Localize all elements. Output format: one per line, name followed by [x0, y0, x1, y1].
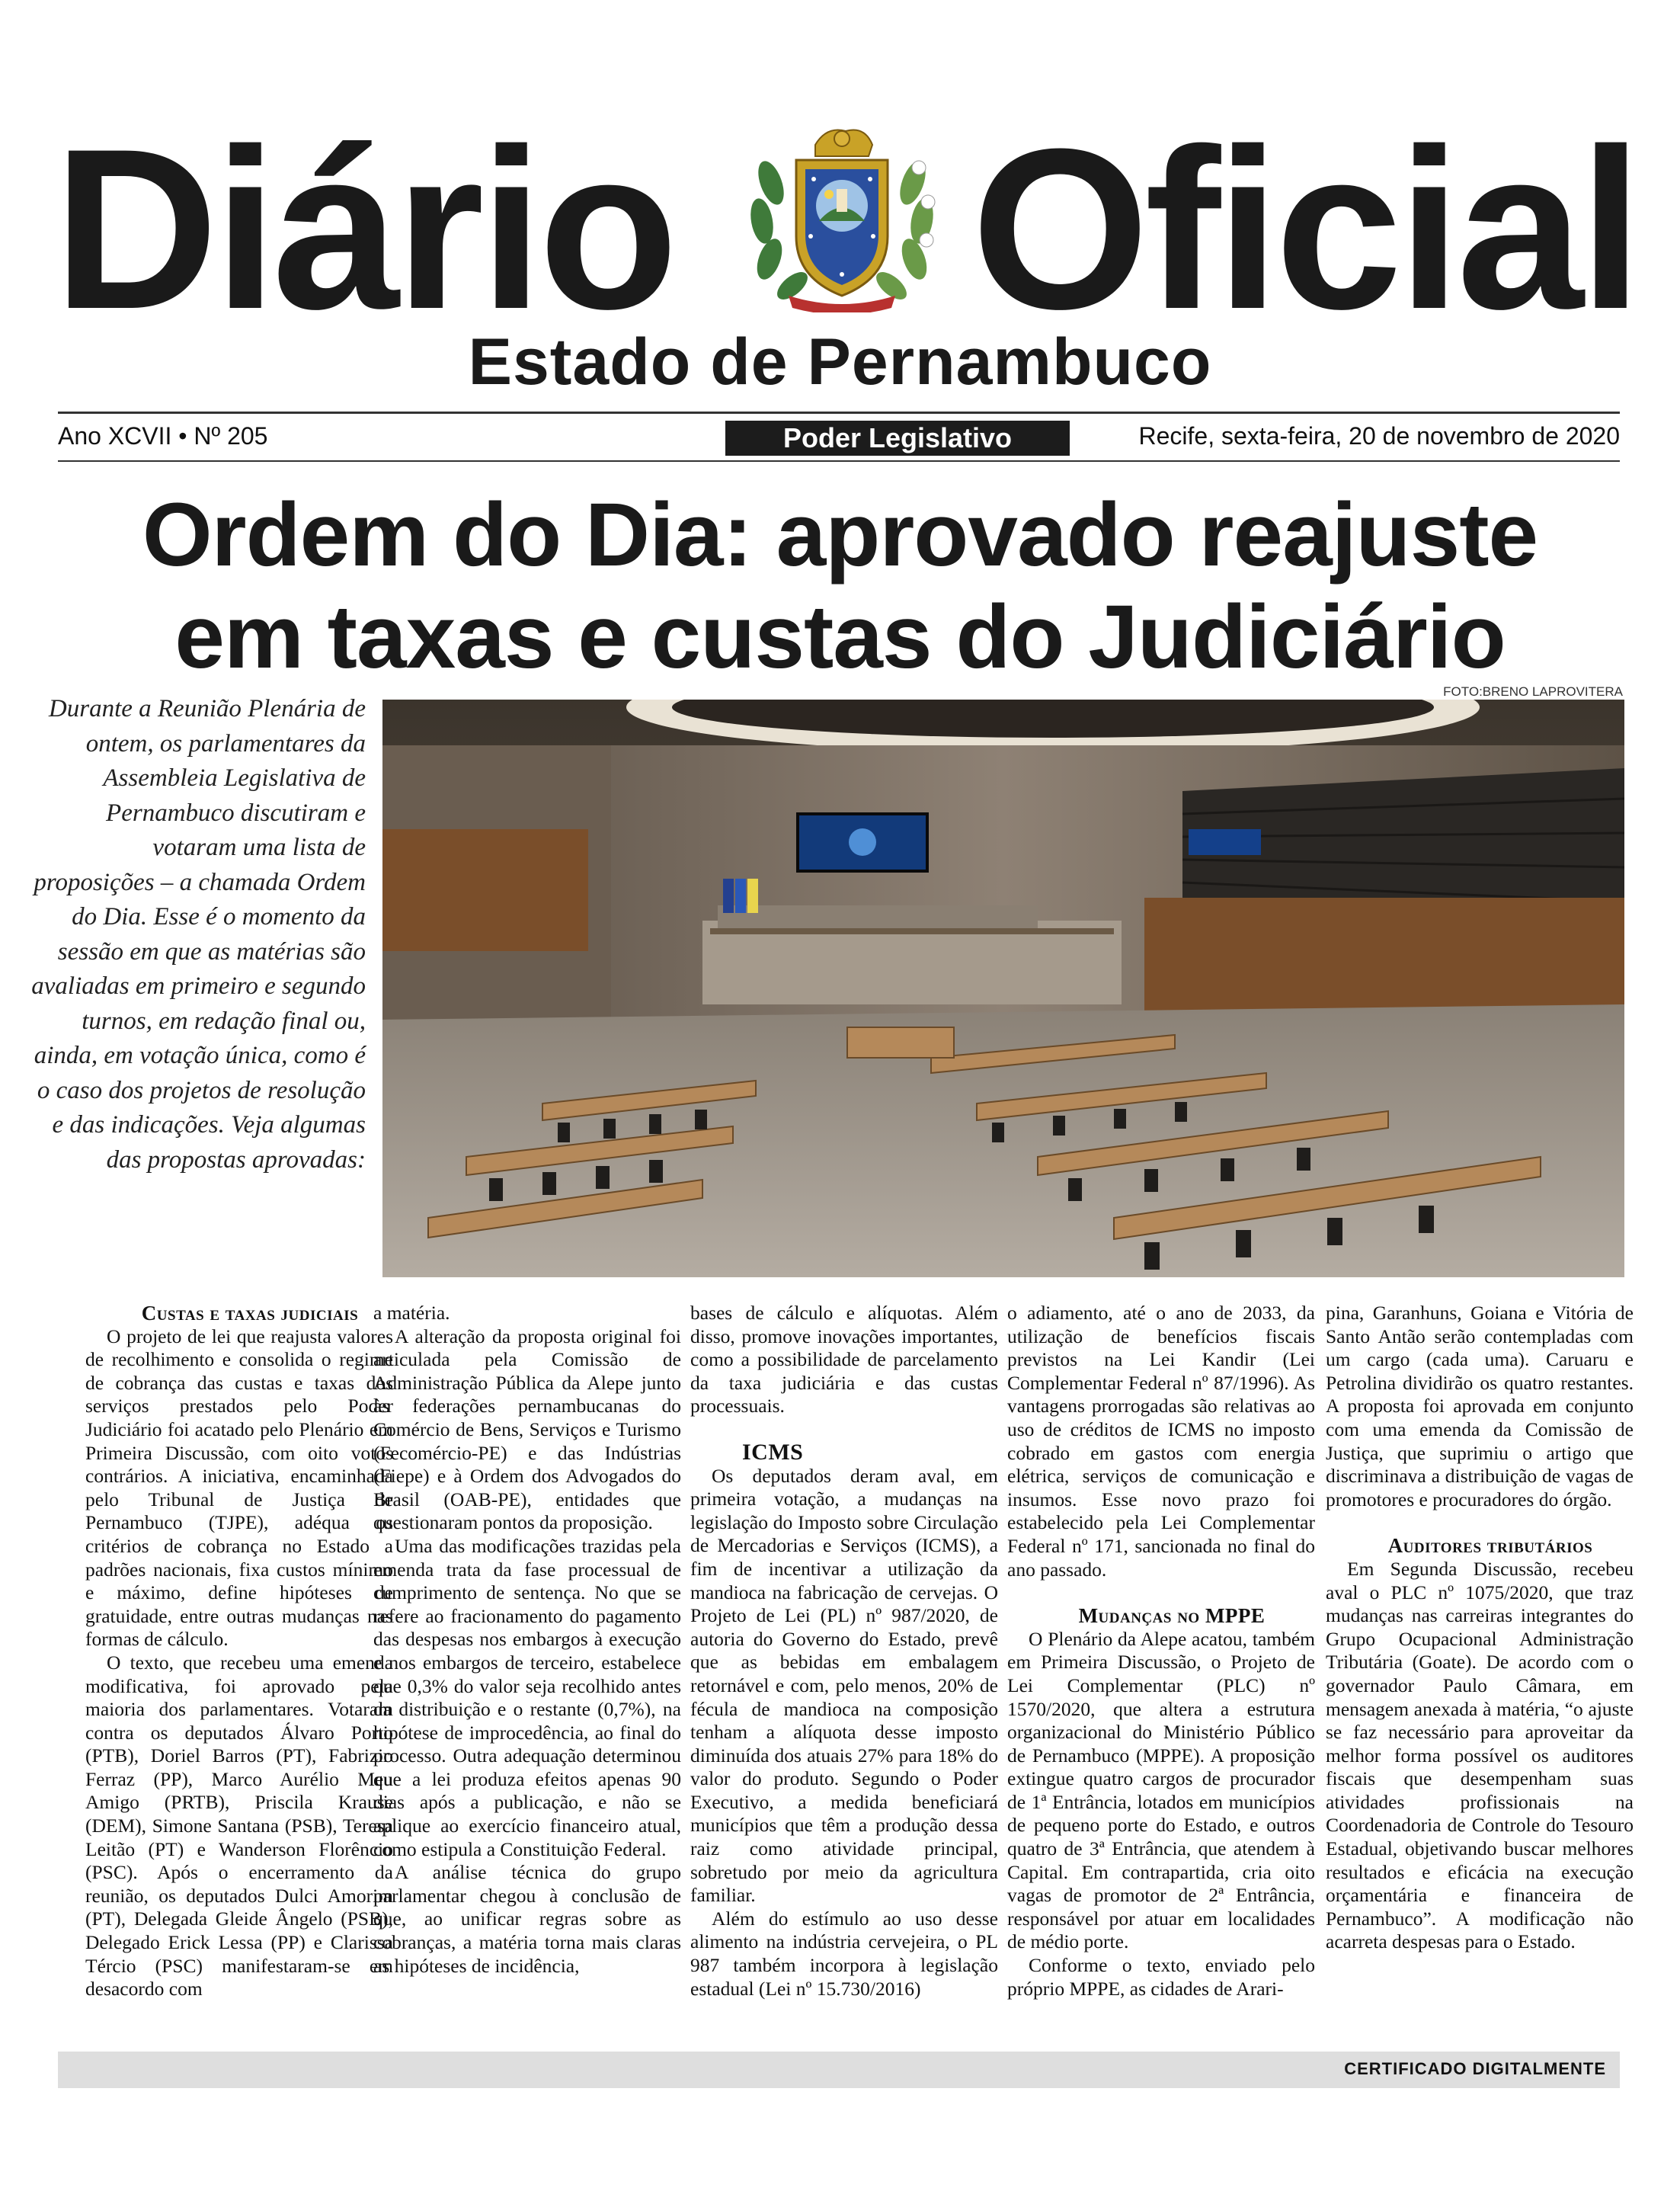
- headline-line-1: Ordem do Dia: aprovado reajuste: [142, 485, 1538, 585]
- paragraph: Além do estímulo ao uso desse alimento na indústria cervejeira, o PL 987 também incorpora à legislação estadual (Lei nº 15.730/2016): [690, 1907, 998, 2000]
- footer-bar: [58, 2052, 1620, 2088]
- article-column-4: [1007, 1302, 1315, 2033]
- paragraph: a matéria.: [373, 1302, 450, 1324]
- paragraph: O Plenário da Alepe acatou, também em Primeira Discussão, o Projeto de Lei Complementar (PLC) nº 1570/2020, que altera a estrutura organizacional do Ministério Público de Pernambuco (MPPE). A proposição extingue quatro cargos de procurador de 1ª Entrância, lotados em municípios de pequeno porte do Estado, e outros quatro de 3ª Entrância, que atendem à Capital. Em contrapartida, cria oito vagas de promotor de 2ª Entrância, responsável por atuar em localidades de médio porte.: [1007, 1627, 1315, 1953]
- section-heading-mppe: Mudanças no MPPE: [1078, 1604, 1266, 1628]
- article-column-2: [373, 1302, 681, 2033]
- paragraph: o adiamento, até o ano de 2033, da utilização de benefícios fiscais previstos na Lei Kandir (Lei Complementar Federal nº 87/1996). As vantagens prorrogadas são relativas ao uso de créditos de ICMS no imposto cobrado em gastos com energia elétrica, serviços de comunicação e insumos. Esse novo prazo foi estabelecido pela Lei Complementar Federal nº 171, sancionada no final do ano passado.: [1007, 1302, 1315, 1581]
- article-column-3: [690, 1302, 998, 2033]
- paragraph: Conforme o texto, enviado pelo próprio MPPE, as cidades de Arari-: [1007, 1954, 1315, 2000]
- plenary-chamber-image: [382, 700, 1624, 1277]
- paragraph: A análise técnica do grupo parlamentar chegou à conclusão de que, ao unificar regras sobre as cobranças, a matéria torna mais claras as hipóteses de incidência,: [373, 1861, 681, 1977]
- paragraph: pina, Garanhuns, Goiana e Vitória de Santo Antão serão contempladas com um cargo (cada uma). Caruaru e Petrolina dividirão os quatro restantes. A proposta foi aprovada em conjunto com uma emenda da Comissão de Justiça, que suprimiu o artigo que discriminava a distribuição de vagas de promotores e procuradores do órgão.: [1326, 1302, 1634, 1510]
- section-badge: Poder Legislativo: [725, 421, 1070, 456]
- certification-label: CERTIFICADO DIGITALMENTE: [1344, 2059, 1606, 2078]
- pernambuco-coat-of-arms-icon: [731, 122, 952, 312]
- issue-infobar: [58, 421, 1620, 454]
- divider-bottom: [58, 460, 1620, 462]
- headline-line-2: em taxas e custas do Judiciário: [174, 587, 1506, 687]
- divider-top: [58, 412, 1620, 414]
- paragraph: A alteração da proposta original foi articulada pela Comissão de Administração Pública da Alepe junto às federações pernambucanas do Comércio de Bens, Serviços e Turismo (Fecomércio-PE) e das Indústrias (Fiepe) e à Ordem dos Advogados do Brasil (OAB-PE), entidades que questionaram pontos da proposição.: [373, 1325, 681, 1534]
- paragraph: Em Segunda Discussão, recebeu aval o PLC nº 1075/2020, que traz mudanças nas carreiras integrantes do Grupo Ocupacional Administração Tributária (Goate). De acordo com o governador Paulo Câmara, em mensagem anexada à matéria, “o ajuste se faz necessário para aproveitar da melhor forma possível os auditores fiscais que desempenham suas atividades profissionais na Coordenadoria de Controle do Tesouro Estadual, objetivando buscar melhores resultados e eficácia na execução orçamentária e financeira de Pernambuco”. A modificação não acarreta despesas para o Estado.: [1326, 1557, 1634, 1953]
- paragraph: Os deputados deram aval, em primeira votação, a mudanças na legislação do Imposto sobre Circulação de Mercadorias e Serviços (ICMS), a fim de incentivar a utilização da mandioca na fabricação de cervejas. O Projeto de Lei (PL) nº 987/2020, de autoria do Governo do Estado, prevê que as bebidas em embalagem retornável e com, pelo menos, 20% de fécula de mandioca na composição tenham a alíquota desse imposto diminuída dos atuais 27% para 18% do valor do produto. Segundo o Poder Executivo, a medida beneficiará municípios que têm a produção dessa raiz como atividade principal, sobretudo por meio da agricultura familiar.: [690, 1464, 998, 1907]
- section-heading-custas: Custas e taxas judiciais: [141, 1302, 359, 1325]
- masthead-subtitle: Estado de Pernambuco: [468, 325, 1212, 399]
- article-column-5: [1326, 1302, 1634, 2033]
- masthead-title-left: Diário: [53, 101, 674, 357]
- lede: Durante a Reunião Plenária de ontem, os parlamentares da Assembleia Legislativa de Pernambuco discutiram e votaram uma lista de proposições – a chamada Ordem do Dia. Esse é o momento da sessão em que as matérias são avaliadas em primeiro e segundo turnos, em redação final ou, ainda, em votação única, como é o caso dos projetos de resolução e das indicações. Veja algumas das propostas aprovadas:: [31, 695, 366, 1174]
- masthead: [53, 101, 1638, 357]
- dateline: Recife, sexta-feira, 20 de novembro de 2020: [1138, 422, 1620, 450]
- paragraph: bases de cálculo e alíquotas. Além disso, promove inovações importantes, como a possibilidade de parcelamento da taxa judiciária e das custas processuais.: [690, 1302, 998, 1417]
- masthead-title-right: Oficial: [971, 101, 1638, 357]
- section-heading-auditores: Auditores tributários: [1387, 1534, 1593, 1558]
- paragraph: Uma das modificações trazidas pela emenda trata da fase processual de cumprimento de sentença. No que se refere ao fracionamento do pagamento das despesas nos embargos à execução e nos embargos de terceiro, estabelece que 0,3% do valor seja recolhido antes da distribuição e o restante (0,7%), na hipótese de improcedência, ao final do processo. Outra adequação determinou que a lei produza efeitos apenas 90 dias após a publicação, e não se aplique ao exercício financeiro atual, como estipula a Constituição Federal.: [373, 1534, 681, 1860]
- section-heading-icms: ICMS: [742, 1439, 804, 1465]
- photo-credit: FOTO:BRENO LAPROVITERA: [1443, 684, 1623, 699]
- paragraph: O texto, que recebeu uma emenda modificativa, foi aprovado pela maioria dos parlamentares. Votaram contra os deputados Álvaro Porto (PTB), Doriel Barros (PT), Fabrizio Ferraz (PP), Marco Aurélio Meu Amigo (PRTB), Priscila Krause (DEM), Simone Santana (PSB), Teresa Leitão (PT) e Wanderson Florêncio (PSC). Após o encerramento da reunião, os deputados Dulci Amorim (PT), Delegada Gleide Ângelo (PSB), Delegado Erick Lessa (PP) e Clarissa Tércio (PSC) manifestaram-se em desacordo com: [85, 1651, 393, 2000]
- paragraph: O projeto de lei que reajusta valores de recolhimento e consolida o regime de cobrança das custas e taxas dos serviços prestados pelo Poder Judiciário foi acatado pelo Plenário em Primeira Discussão, com oito votos contrários. A iniciativa, encaminhada pelo Tribunal de Justiça de Pernambuco (TJPE), adéqua os critérios de cobrança no Estado a padrões nacionais, fixa custos mínimo e máximo, define hipóteses de gratuidade, entre outras mudanças nas formas de cálculo.: [85, 1325, 393, 1651]
- article-column-1: [85, 1302, 393, 2033]
- plenary-photo: [382, 700, 1624, 1277]
- issue-number: Ano XCVII • Nº 205: [58, 422, 268, 450]
- headline: [0, 484, 1680, 688]
